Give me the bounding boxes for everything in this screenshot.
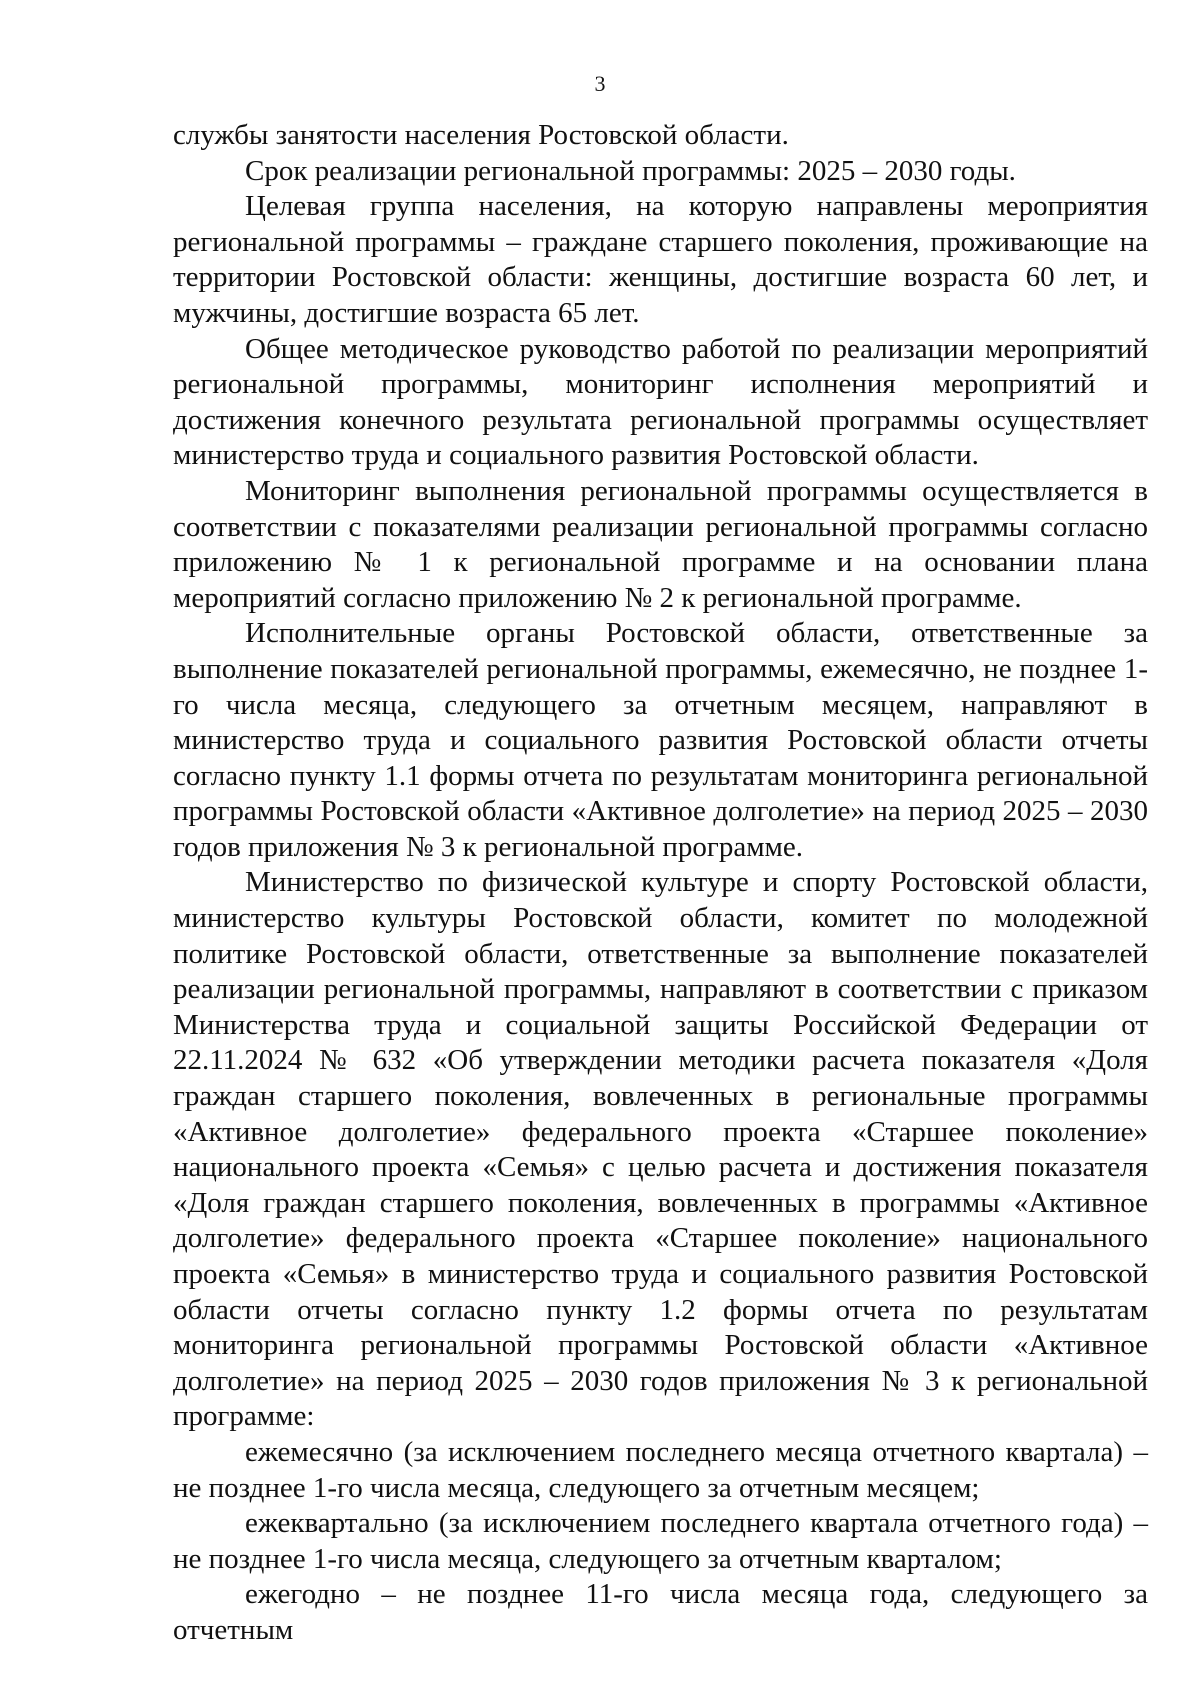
paragraph-continuation: службы занятости населения Ростовской области. (173, 119, 789, 151)
paragraph-target-group: Целевая группа населения, на которую направлены мероприятия региональной программы – граждане старшего поколения, проживающие на территории Ростовской области: женщины, достигшие возраста 60 лет, и мужчины, достигшие возраста 65 лет. (173, 190, 1148, 329)
paragraph-program-period: Срок реализации региональной программы: 2025 – 2030 годы. (245, 154, 1016, 187)
paragraph-quarterly: ежеквартально (за исключением последнего квартала отчетного года) – не позднее 1-го числа месяца, следующего за отчетным кварталом; (173, 1507, 1148, 1575)
paragraph-executive-bodies: Исполнительные органы Ростовской области, ответственные за выполнение показателей региональной программы, ежемесячно, не позднее 1-го числа месяца, следующего за отчетным месяцем, направляют в министерство труда и социального развития Ростовской области отчеты согласно пункту 1.1 формы отчета по результатам мониторинга региональной программы Ростовской области «Активное долголетие» на период 2025 – 2030 годов приложения № 3 к региональной программе. (173, 617, 1148, 863)
paragraph-ministries-reporting: Министерство по физической культуре и спорту Ростовской области, министерство культуры Ростовской области, комитет по молодежной политике Ростовской области, ответственные за выполнение показателей реализации региональной программы, направляют в соответствии с приказом Министерства труда и социальной защиты Российской Федерации от 22.11.2024 № 632 «Об утверждении методики расчета показателя «Доля граждан старшего поколения, вовлеченных в региональные программы «Активное долголетие» федерального проекта «Старшее поколение» национального проекта «Семья» с целью расчета и достижения показателя «Доля граждан старшего поколения, вовлеченных в программы «Активное долголетие» федерального проекта «Старшее поколение» национального проекта «Семья» в министерство труда и социального развития Ростовской области отчеты согласно пункту 1.2 формы отчета по результатам мониторинга региональной программы Ростовской области «Активное долголетие» на период 2025 – 2030 годов приложения № 3 к региональной программе: (173, 866, 1148, 1433)
paragraph-methodical-guidance: Общее методическое руководство работой по реализации мероприятий региональной программы, мониторинг исполнения мероприятий и достижения конечного результата региональной программы осуществляет министерство труда и социального развития Ростовской области. (173, 332, 1148, 472)
paragraph-monthly: ежемесячно (за исключением последнего месяца отчетного квартала) – не позднее 1-го числа месяца, следующего за отчетным месяцем; (173, 1435, 1148, 1504)
paragraph-monitoring: Мониторинг выполнения региональной программы осуществляется в соответствии с показателями реализации региональной программы согласно приложению № 1 к региональной программе и на основании плана мероприятий согласно приложению № 2 к региональной программе. (173, 474, 1148, 614)
document-body (173, 118, 1148, 1649)
page-number: 3 (594, 71, 606, 96)
paragraph-annual: ежегодно – не позднее 11-го числа месяца года, следующего за отчетным (173, 1578, 1148, 1646)
